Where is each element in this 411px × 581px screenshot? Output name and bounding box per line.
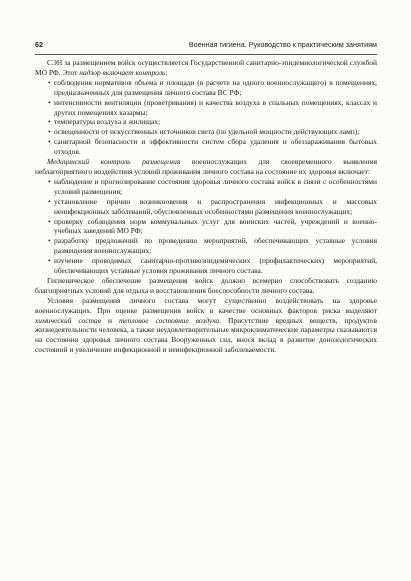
running-title: Военная гигиена. Руководство к практическим занятиям bbox=[188, 40, 377, 49]
paragraph-medical-control: Медицинский контроль размещения военнослужащих для своевременного выявления неблагоприятного воздействия условий проживания личного состава на состояние их здоровья включает: bbox=[35, 157, 377, 176]
italic-term: химический состав bbox=[35, 315, 101, 325]
list-item: • санитарной безопасности и эффективности систем сбора удаления и обеззараживания бытовых отходов. bbox=[48, 137, 377, 157]
bullet-icon: • bbox=[48, 127, 51, 137]
list-item: • освещенности от искусственных источников света (по удельной мощности действующих ламп); bbox=[48, 127, 360, 137]
bullet-icon: • bbox=[48, 256, 51, 266]
page-number: 62 bbox=[35, 40, 43, 49]
bullet-icon: • bbox=[48, 196, 51, 206]
list-item: • разработку предложений по проведению мероприятий, обеспечивающих уставные условия размещения военнослужащих; bbox=[48, 236, 377, 256]
list-item: • интенсивности вентиляции (проветривания) и качества воздуха в спальных помещениях, классах и других помещениях казармы; bbox=[48, 97, 377, 117]
bullet-icon: • bbox=[48, 97, 51, 107]
list-item: • температуры воздуха в жилищах; bbox=[48, 117, 161, 127]
bullet-icon: • bbox=[48, 77, 51, 87]
page-body bbox=[35, 58, 377, 355]
paragraph-sen-supervision: СЭН за размещением войск осуществляется Государственной санитарно-эпидемиологической службой МО РФ. Этот надзор включает контроль: bbox=[35, 58, 377, 77]
paragraph-hygienic-support: Гигиеническое обеспечение размещения войск должно всемерно способствовать созданию благоприятных условий для отдыха и восстановления боеспособности личного состава. bbox=[35, 275, 377, 295]
bullet-icon: • bbox=[48, 236, 51, 246]
list-item: • наблюдение и прогнозирование состояния здоровья личного состава войск в связи с особенностями условий размещения; bbox=[48, 176, 377, 196]
bullet-icon: • bbox=[48, 117, 51, 127]
paragraph-risk-factors: Условия размещения личного состава могут существенно воздействовать на здоровье военнослужащих. При оценке размещения войск в качестве основных факторов риска выделяют химический состав и тепловое состояние воздуха. Присутствие вредных веществ, продуктов жизнедеятельности человека, а также неудовлетворительные микроклиматические параметры сказываются на состоянии здоровья личного состава Вооруженных сил, внося вклад в развитие донозологических состояний и увеличение инфекционной и неинфекционной заболеваемости. bbox=[35, 295, 378, 355]
list-item: • установление причин возникновения и распространения инфекционных и массовых неинфекционных заболеваний, обусловленных особенностями размещения военнослужащих; bbox=[48, 196, 377, 216]
list-item: • изучение проводимых санитарно-противоэпидемических (профилактических) мероприятий, обеспечивающих уставные условия проживания личного состава. bbox=[48, 256, 377, 276]
italic-term: надзор включает контроль bbox=[79, 67, 166, 77]
bullet-icon: • bbox=[48, 137, 51, 147]
italic-term: Медицинский контроль размещения bbox=[47, 157, 181, 167]
page-header bbox=[35, 40, 377, 52]
medical-control-list bbox=[35, 177, 377, 276]
bullet-icon: • bbox=[48, 216, 51, 226]
header-rule bbox=[35, 54, 377, 55]
italic-term: тепловое состояние воздуха bbox=[118, 315, 220, 325]
list-item: • соблюдения нормативов объема и площади (в расчете на одного военнослужащего) в помещениях, предназначенных для размещения личного состава ВС РФ; bbox=[48, 77, 377, 97]
bullet-icon: • bbox=[48, 176, 51, 186]
control-list bbox=[35, 78, 377, 157]
list-item: • проверку соблюдения норм коммунальных услуг для воинских частей, учреждений и военно-учебных заведений МО РФ; bbox=[48, 216, 377, 236]
